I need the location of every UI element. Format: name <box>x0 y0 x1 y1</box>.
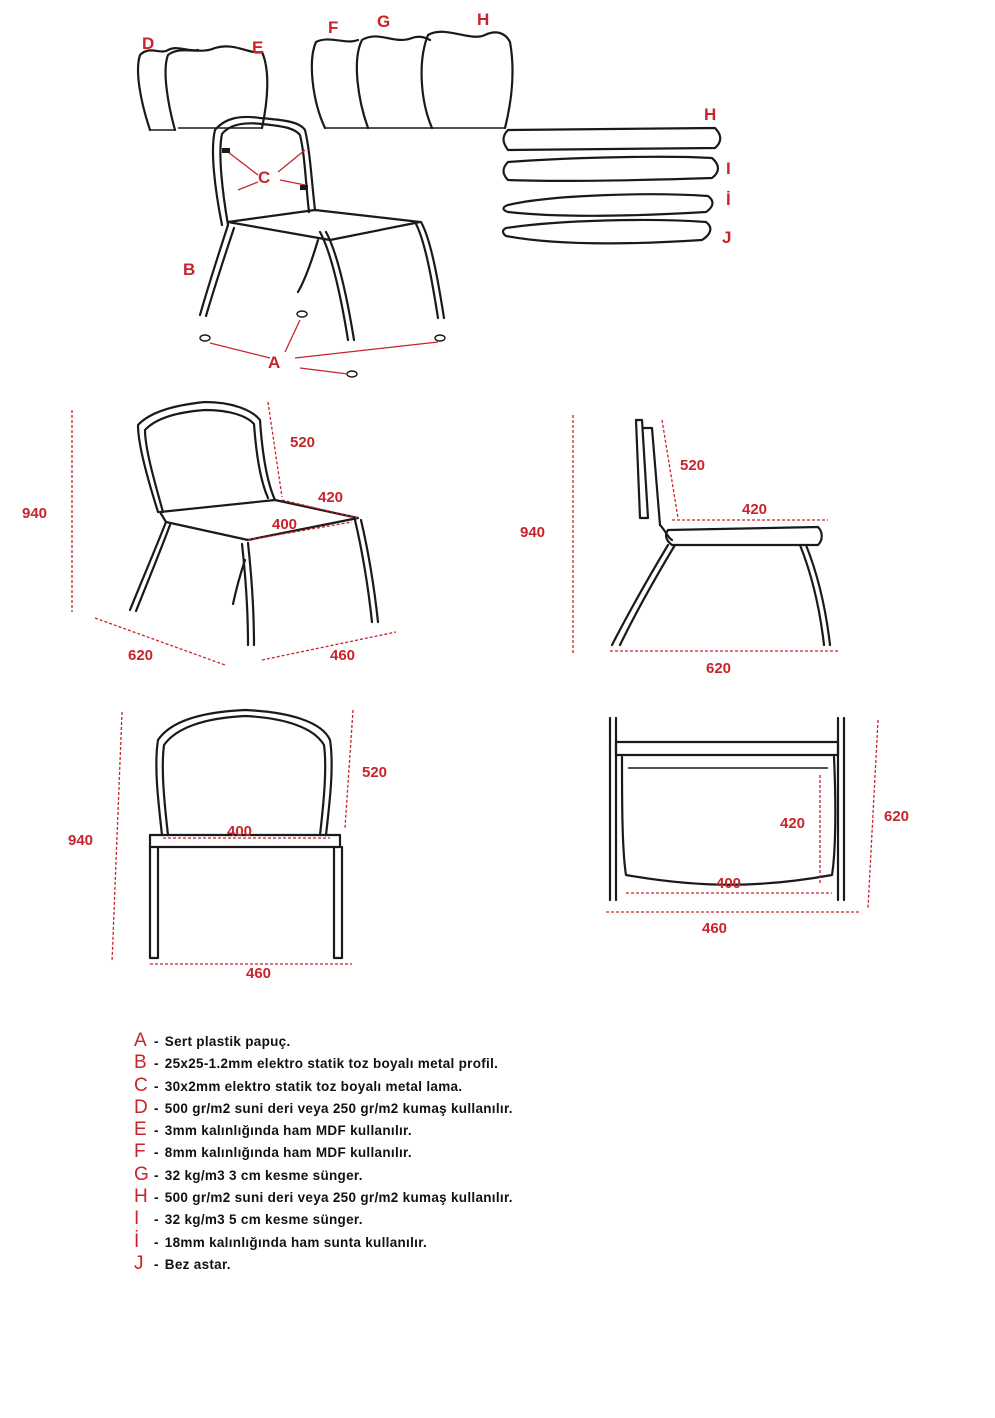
legend-key: B <box>134 1052 147 1074</box>
label-a: A <box>268 353 281 372</box>
side-height: 940 <box>520 524 546 541</box>
legend-key: J <box>134 1252 144 1274</box>
perspective-seat-depth: 420 <box>318 489 344 506</box>
side-base-depth: 620 <box>706 660 732 677</box>
front-back: 520 <box>362 764 388 781</box>
label-e: E <box>252 38 264 57</box>
legend-text: 18mm kalınlığında ham sunta kullanılır. <box>164 1234 428 1250</box>
legend-text: 30x2mm elektro statik toz boyalı metal lama. <box>164 1078 463 1094</box>
side-dims <box>573 415 840 655</box>
back-panel-h <box>422 32 513 128</box>
front-seat-width: 400 <box>227 823 253 840</box>
legend-key: I <box>134 1208 140 1230</box>
side-back: 520 <box>680 457 706 474</box>
perspective-dims <box>72 402 396 665</box>
legend-row-d: D - 500 gr/m2 suni deri veya 250 gr/m2 kumaş kullanılır. <box>134 1096 513 1118</box>
legend-row-a: A - Sert plastik papuç. <box>134 1030 291 1051</box>
legend-text: Bez astar. <box>164 1256 231 1272</box>
top-base-width: 460 <box>702 920 728 937</box>
legend-row-e: E - 3mm kalınlığında ham MDF kullanılır. <box>134 1119 412 1141</box>
legend-text: 8mm kalınlığında ham MDF kullanılır. <box>164 1145 412 1161</box>
label-c: C <box>258 168 271 187</box>
perspective-height: 940 <box>22 505 48 522</box>
seat-layer-i <box>504 157 719 181</box>
back-panel-g <box>357 36 430 128</box>
legend-row-g: G - 32 kg/m3 3 cm kesme sünger. <box>134 1163 363 1185</box>
label-h-top: H <box>477 10 490 29</box>
front-base-width: 460 <box>246 965 272 982</box>
legend-row-f: F - 8mm kalınlığında ham MDF kullanılır. <box>134 1141 412 1163</box>
legend-text: 32 kg/m3 5 cm kesme sünger. <box>164 1212 363 1228</box>
legend-text: 500 gr/m2 suni deri veya 250 gr/m2 kumaş kullanılır. <box>164 1100 513 1116</box>
front-height: 940 <box>68 832 94 849</box>
label-f: F <box>328 18 339 37</box>
legend-key: F <box>134 1141 146 1163</box>
exploded-view <box>138 32 720 377</box>
legend-key: İ <box>134 1230 140 1252</box>
perspective-base-depth: 620 <box>128 647 154 664</box>
perspective-seat-width: 400 <box>272 516 298 533</box>
top-view <box>610 718 844 900</box>
legend-row-b: B - 25x25-1.2mm elektro statik toz boyalı metal profil. <box>134 1052 499 1074</box>
legend <box>134 1030 834 1275</box>
label-j: J <box>722 228 732 247</box>
legend-text: 3mm kalınlığında ham MDF kullanılır. <box>164 1123 412 1139</box>
legend-text: 25x25-1.2mm elektro statik toz boyalı metal profil. <box>164 1056 499 1072</box>
legend-text: 500 gr/m2 suni deri veya 250 gr/m2 kumaş kullanılır. <box>164 1190 513 1206</box>
legend-row-i: I - 32 kg/m3 5 cm kesme sünger. <box>134 1208 363 1230</box>
seat-layer-j <box>503 220 710 243</box>
legend-text: 32 kg/m3 3 cm kesme sünger. <box>164 1167 363 1183</box>
perspective-view <box>130 402 378 645</box>
side-view <box>612 420 830 645</box>
legend-row-c: C - 30x2mm elektro statik toz boyalı metal lama. <box>134 1074 463 1096</box>
top-seat-width: 400 <box>716 875 742 892</box>
legend-key: E <box>134 1119 147 1141</box>
top-depth: 620 <box>884 808 910 825</box>
chair-frame <box>200 117 444 340</box>
seat-layer-h <box>504 128 721 150</box>
perspective-back: 520 <box>290 434 316 451</box>
label-d: D <box>142 34 155 53</box>
back-panel-f <box>312 39 358 128</box>
legend-row-i-dot: İ - 18mm kalınlığında ham sunta kullanılır. <box>134 1230 428 1252</box>
back-panel-d <box>138 48 198 130</box>
perspective-base-width: 460 <box>330 647 356 664</box>
top-seat-depth: 420 <box>780 815 806 832</box>
label-i-dot: İ <box>726 190 731 209</box>
seat-layer-i-dot <box>504 194 713 216</box>
legend-text: Sert plastik papuç. <box>164 1034 291 1049</box>
label-h-seat: H <box>704 105 717 124</box>
legend-row-j: J - Bez astar. <box>134 1252 231 1274</box>
label-g: G <box>377 12 391 31</box>
legend-key: H <box>134 1186 149 1208</box>
label-i: I <box>726 159 731 178</box>
legend-row-h: H - 500 gr/m2 suni deri veya 250 gr/m2 kumaş kullanılır. <box>134 1186 513 1208</box>
legend-key: G <box>134 1163 150 1185</box>
legend-key: A <box>134 1030 147 1051</box>
legend-key: C <box>134 1074 149 1096</box>
side-seat-depth: 420 <box>742 501 768 518</box>
label-b: B <box>183 260 196 279</box>
legend-key: D <box>134 1096 149 1118</box>
